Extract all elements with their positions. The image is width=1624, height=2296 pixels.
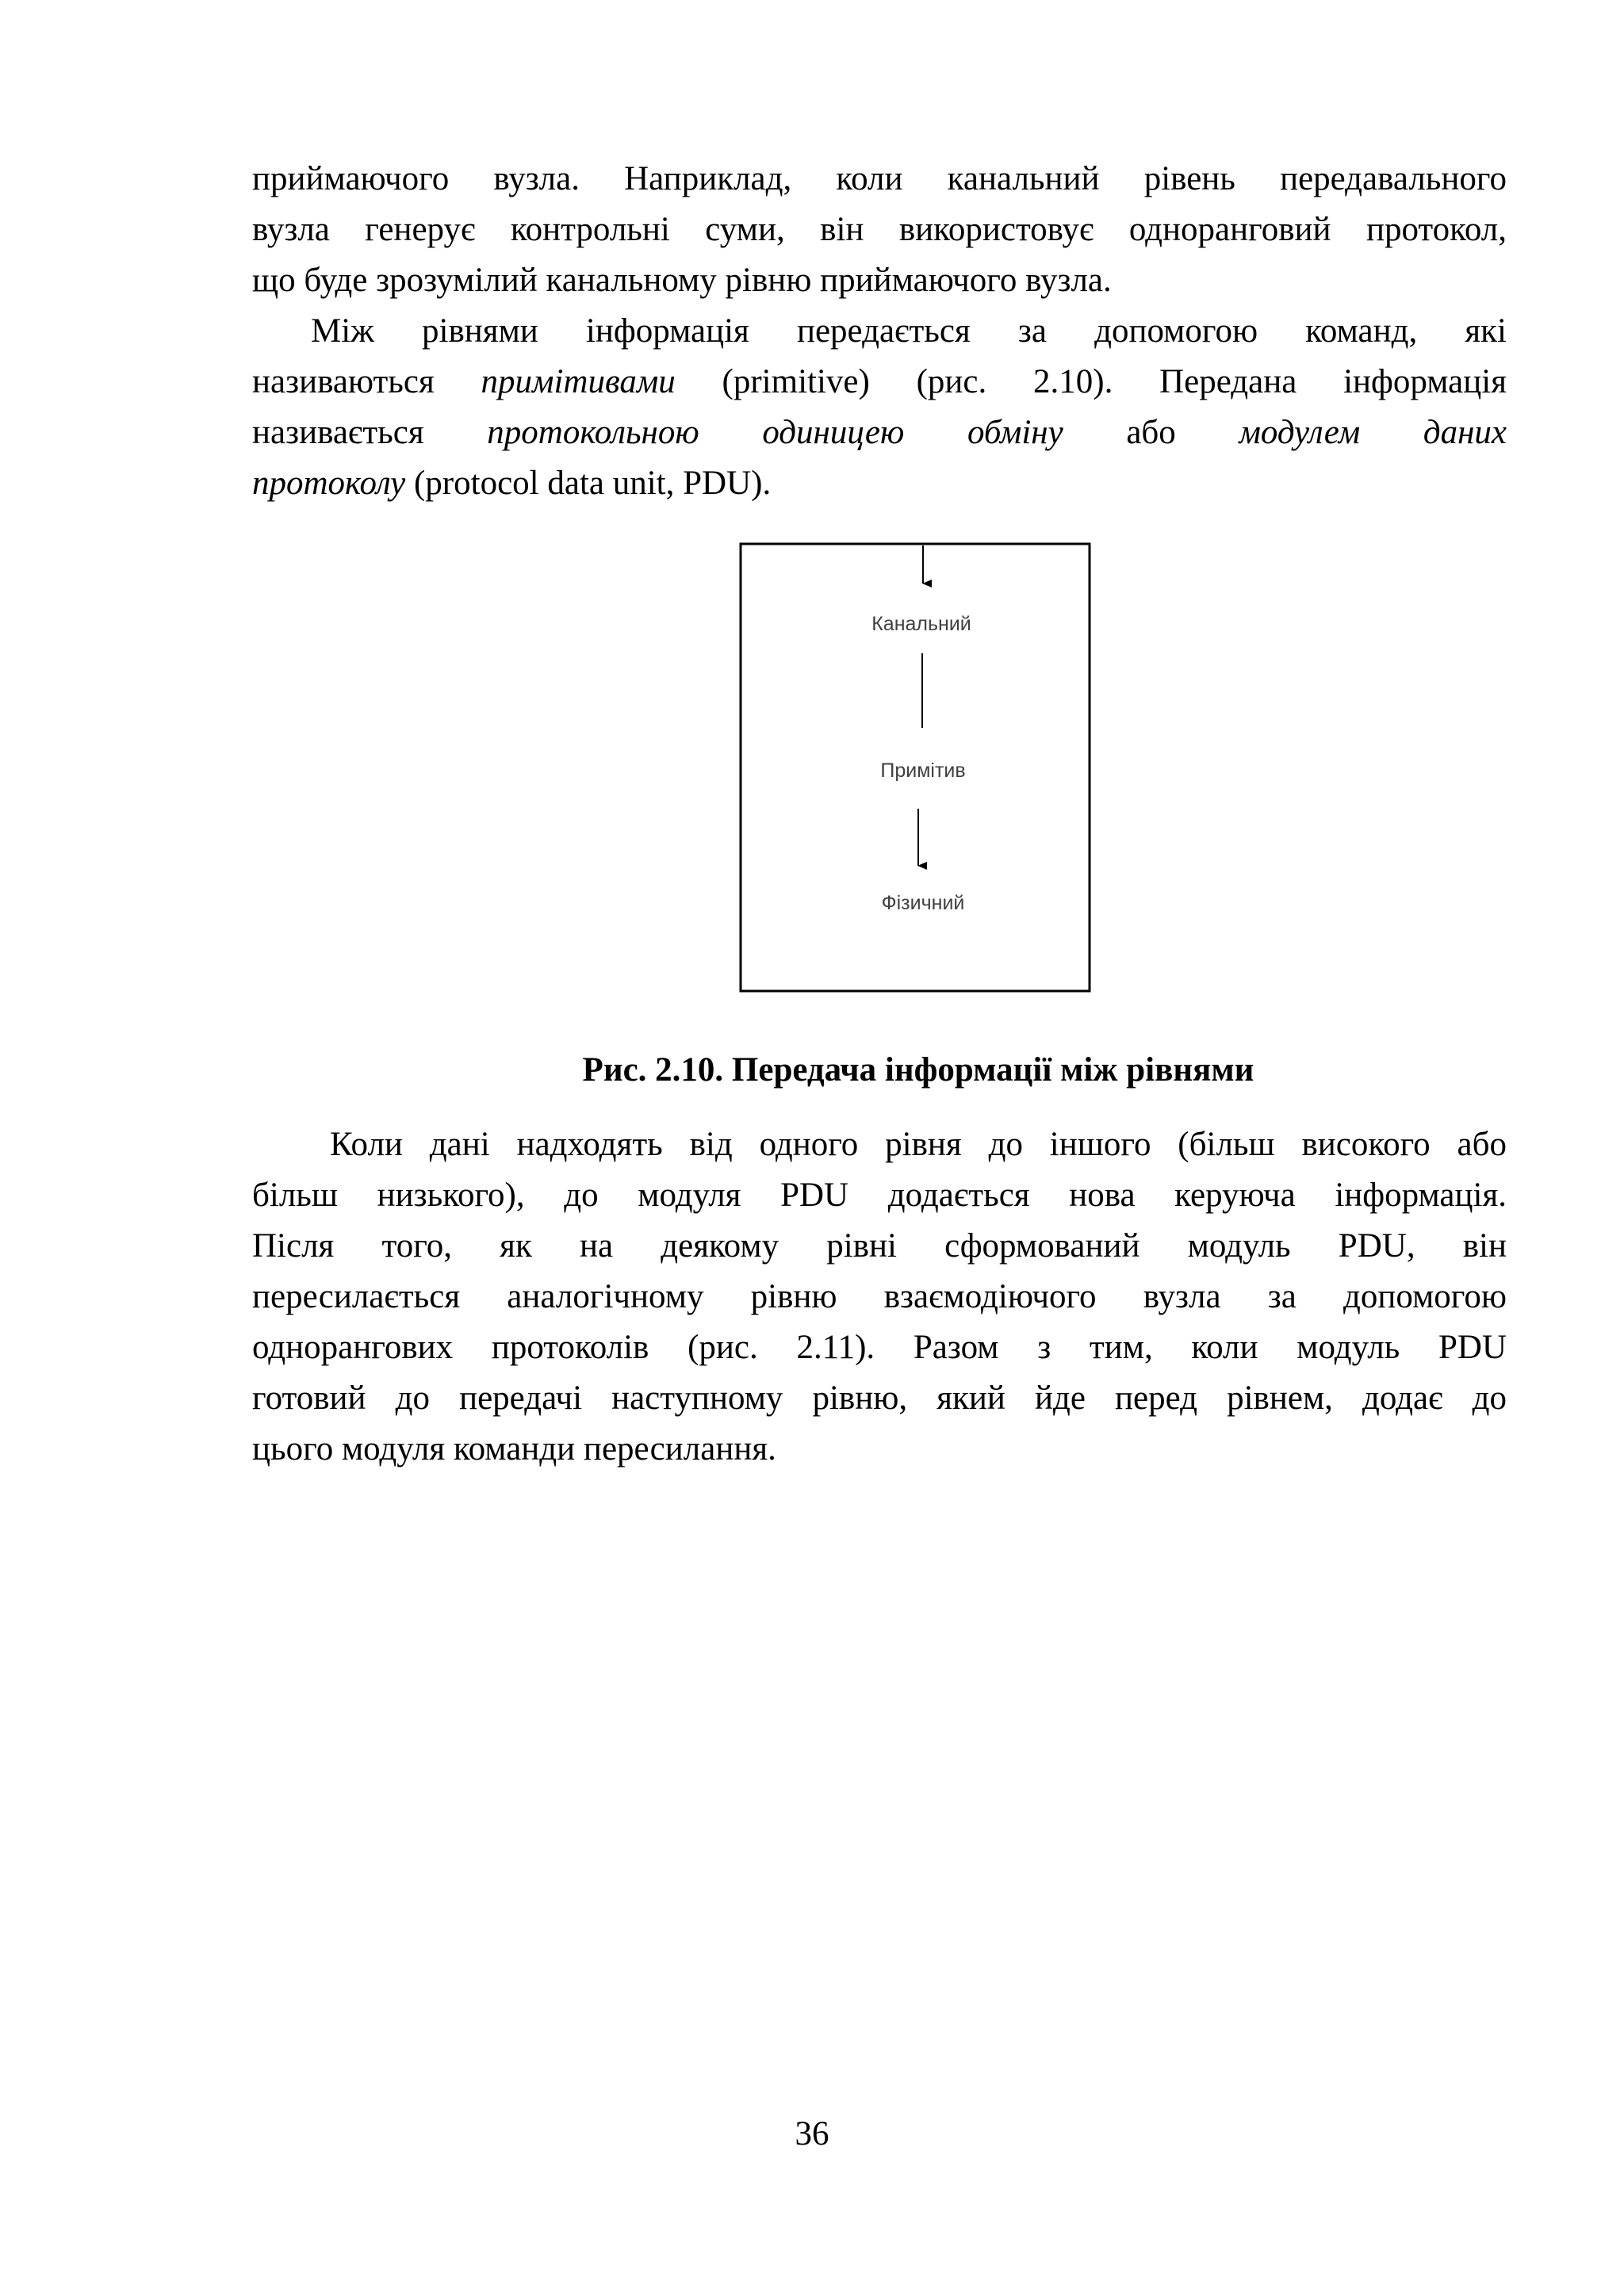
paragraph3-line: Після того, як на деякому рівні сформований модуль PDU, він	[252, 1227, 1507, 1265]
figure-caption: Рис. 2.10. Передача інформації між рівнями	[582, 1051, 1254, 1089]
paragraph3-line: однорангових протоколів (рис. 2.11). Разом з тим, коли модуль PDU	[252, 1329, 1507, 1366]
text-block-top	[252, 154, 1507, 509]
term-protocol: протоколу	[252, 465, 406, 502]
label-primitive: Примітив	[880, 760, 966, 782]
text-span: називається	[252, 414, 488, 451]
paragraph2-line	[252, 357, 1507, 408]
text-span: називаються	[252, 363, 481, 400]
paragraph3-line: готовий до передачі наступному рівню, який йде перед рівнем, додає до	[252, 1380, 1507, 1417]
term-primitives: примітивами	[481, 363, 676, 400]
diagram-svg	[739, 542, 1091, 993]
page-number: 36	[795, 2115, 829, 2152]
figure-diagram	[739, 542, 1091, 993]
paragraph1-line: приймаючого вузла. Наприклад, коли канальний рівень передавального	[252, 160, 1507, 197]
label-physical-layer: Фізичний	[881, 892, 965, 914]
text-block-bottom	[252, 1119, 1507, 1475]
text-span: або	[1063, 414, 1239, 451]
paragraph3-line: пересилається аналогічному рівню взаємодіючого вузла за допомогою	[252, 1278, 1507, 1315]
paragraph3-line: цього модуля команди пересилання.	[252, 1430, 776, 1468]
term-protocol-unit: протокольною одиницею обміну	[487, 414, 1063, 451]
text-span: (primitive) (рис. 2.10). Передана інформація	[675, 363, 1507, 400]
paragraph2-line	[252, 458, 1507, 509]
paragraph3-line: Коли дані надходять від одного рівня до іншого (більш високого або	[330, 1126, 1507, 1163]
text-span: (protocol data unit, PDU).	[405, 465, 772, 502]
paragraph1-line: вузла генерує контрольні суми, він використовує одноранговий протокол,	[252, 211, 1507, 248]
paragraph1-line: що буде зрозумілий канальному рівню приймаючого вузла.	[252, 262, 1112, 299]
label-channel-layer: Канальний	[871, 613, 971, 635]
paragraph2-line: Між рівнями інформація передається за допомогою команд, які	[311, 312, 1507, 350]
term-data-module: модулем даних	[1239, 414, 1507, 451]
paragraph2-line	[252, 408, 1507, 458]
paragraph3-line: більш низького), до модуля PDU додається нова керуюча інформація.	[252, 1177, 1507, 1214]
